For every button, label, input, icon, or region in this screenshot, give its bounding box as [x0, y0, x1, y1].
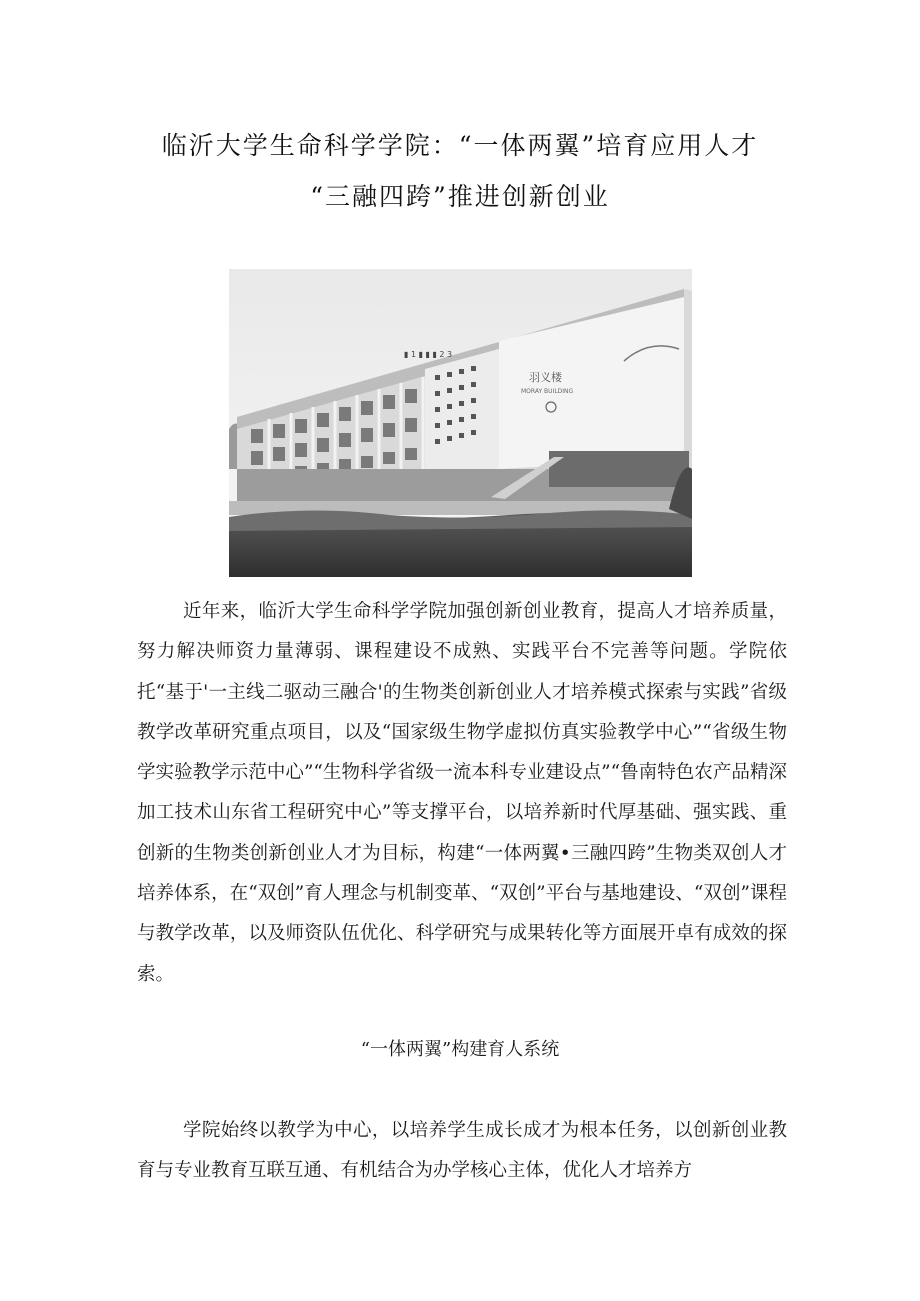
title-line-2: “三融四跨”推进创新创业 — [310, 182, 610, 211]
entrance-glass — [549, 451, 689, 487]
body-paragraph-2: 学院始终以教学为中心，以培养学生成长成才为根本任务，以创新创业教育与专业教育互联互通、有机结合为办学核心主体，优化人才培养方 — [137, 1120, 787, 1182]
building-sign: 羽义楼 — [529, 371, 562, 384]
building-photo — [229, 269, 692, 577]
roof-banner: ▮ 1 ▮ ▮ ▮ 2 3 — [404, 350, 453, 359]
title-line-1: 临沂大学生命科学学院：“一体两翼”培育应用人才 — [161, 131, 759, 160]
building-sign-sub: MORAY BUILDING — [521, 388, 574, 395]
body-paragraph-1: 近年来，临沂大学生命科学学院加强创新创业教育，提高人才培养质量，努力解决师资力量薄弱、课程建设不成熟、实践平台不完善等问题。学院依托“基于'一主线二驱动三融合'的生物类创新创业人才培养模式探索与实践”省级教学改革研究重点项目，以及“国家级生物学虚拟仿真实验教学中心”“省级生物学实验教学示范中心”“生物科学省级一流本科专业建设点”“鲁南特色农产品精深加工技术山东省工程研究中心”等支撑平台，以培养新时代厚基础、强实践、重创新的生物类创新创业人才为目标，构建“一体两翼•三融四跨”生物类双创人才培养体系，在“双创”育人理念与机制变革、“双创”平台与基地建设、“双创”课程与教学改革，以及师资队伍优化、科学研究与成果转化等方面展开卓有成效的探索。 — [137, 601, 787, 985]
section-heading: “一体两翼”构建育人系统 — [360, 1039, 560, 1060]
center-panel — [425, 349, 499, 479]
